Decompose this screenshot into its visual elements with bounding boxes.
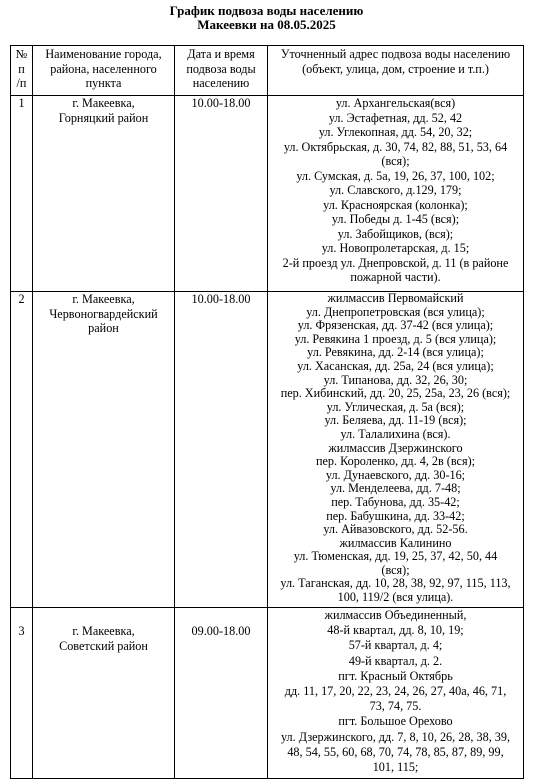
row-addresses: жилмассив Первомайский ул. Днепропетровская (вся улица); ул. Фрязенская, дд. 37-42 (вся улица); ул. Ревякина 1 проезд, д. 5 (вся улица); ул. Ревякина, дд. 2-14 (вся улица); ул. Хасанская, дд. 25а, 24 (вся улица); ул. Типанова, дд. 32, 26, 30; пер. Хибинский, дд. 20, 25, 25а, 23, 26 (вся); ул. Углическая, д. 5а (вся); ул. Беляева, дд. 11-19 (вся); ул. Талалихина (вся). жилмассив Дзержинского пер. Короленко, дд. 4, 2в (вся); ул. Дунаевского, дд. 30-16; ул. Менделеева, дд. 7-48; пер. Табунова, дд. 35-42; пер. Бабушкина, дд. 33-42; ул. Айвазовского, дд. 52-56. жилмассив Калинино ул. Тюменская, дд. 19, 25, 37, 42, 50, 44 (вся); ул. Таганская, дд. 10, 28, 38, 92, 97, 115, 113, 100, 119/2 (вся улица). [268, 292, 524, 608]
row-city: г. Макеевка, Червоногвардейский район [33, 292, 175, 608]
row-addresses: ул. Архангельская(вся) ул. Эстафетная, дд. 52, 42 ул. Углекопная, дд. 54, 20, 32; ул. Октябрьская, д. 30, 74, 82, 88, 51, 53, 64 (вся); ул. Сумская, д. 5а, 19, 26, 37, 100, 102; ул. Славского, д.129, 179; ул. Красноярская (колонка); ул. Победы д. 1-45 (вся); ул. Забойщиков, (вся); ул. Новопролетарская, д. 15; 2-й проезд ул. Днепровской, д. 11 (в районе пожарной части). [268, 96, 524, 292]
document-title [0, 4, 533, 32]
row-city: г. Макеевка, Советский район [33, 608, 175, 779]
table-row [11, 608, 524, 779]
table-header-row [11, 46, 524, 96]
row-time: 09.00-18.00 [175, 608, 268, 779]
row-number: 2 [11, 292, 33, 608]
schedule-table [10, 45, 524, 779]
table-row [11, 292, 524, 608]
row-addresses: жилмассив Объединенный, 48-й квартал, дд. 8, 10, 19; 57-й квартал, д. 4; 49-й квартал, д. 2. пгт. Красный Октябрь дд. 11, 17, 20, 22, 23, 24, 26, 27, 40а, 46, 71, 73, 74, 75. пгт. Большое Орехово ул. Дзержинского, дд. 7, 8, 10, 26, 28, 38, 39, 48, 54, 55, 60, 68, 70, 74, 78, 85, 87, 89, 99, 101, 115; [268, 608, 524, 779]
row-city: г. Макеевка, Горняцкий район [33, 96, 175, 292]
row-time: 10.00-18.00 [175, 292, 268, 608]
header-time: Дата и время подвоза воды населению [175, 46, 268, 96]
row-number: 1 [11, 96, 33, 292]
title-line-1: График подвоза воды населению [169, 3, 364, 18]
header-address: Уточненный адрес подвоза воды населению (объект, улица, дом, строение и т.п.) [268, 46, 524, 96]
title-line-2: Макеевки на 08.05.2025 [197, 17, 336, 32]
header-number: № п /п [11, 46, 33, 96]
row-time: 10.00-18.00 [175, 96, 268, 292]
table-row [11, 96, 524, 292]
header-city: Наименование города, района, населенного пункта [33, 46, 175, 96]
row-number: 3 [11, 608, 33, 779]
